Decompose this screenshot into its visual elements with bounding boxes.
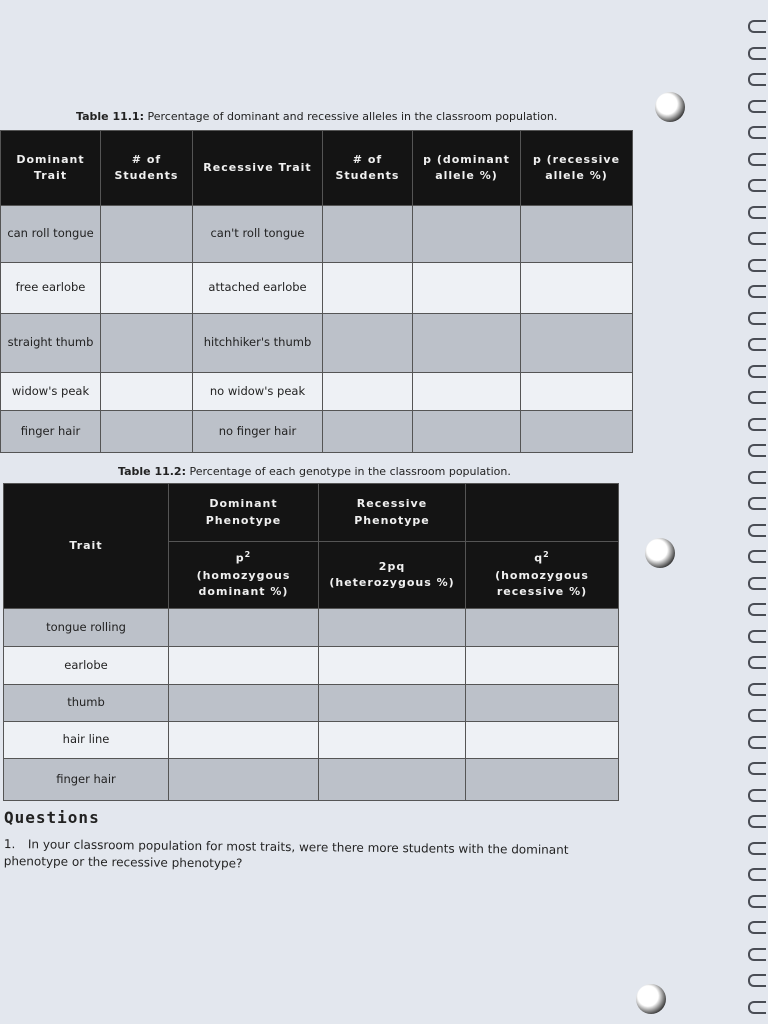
table-row bbox=[1, 373, 633, 411]
dominant-trait: can roll tongue bbox=[1, 206, 101, 263]
trait: hair line bbox=[4, 722, 169, 759]
spiral-coil-icon bbox=[748, 391, 766, 404]
spiral-coil-icon bbox=[748, 365, 766, 378]
input-cell[interactable] bbox=[101, 206, 193, 263]
input-cell[interactable] bbox=[169, 685, 319, 722]
input-cell[interactable] bbox=[413, 314, 521, 373]
input-cell[interactable] bbox=[466, 722, 619, 759]
input-cell[interactable] bbox=[169, 609, 319, 647]
input-cell[interactable] bbox=[101, 263, 193, 314]
recessive-trait: can't roll tongue bbox=[193, 206, 323, 263]
header-dominant-trait: Dominant Trait bbox=[1, 131, 101, 206]
spiral-coil-icon bbox=[748, 683, 766, 696]
spiral-binding-icon bbox=[738, 0, 768, 1024]
caption-text: Percentage of each genotype in the classroom population. bbox=[185, 465, 511, 478]
spiral-coil-icon bbox=[748, 736, 766, 749]
header-num-students: # of Students bbox=[101, 131, 193, 206]
input-cell[interactable] bbox=[413, 373, 521, 411]
allele-table bbox=[0, 130, 633, 453]
recessive-trait: no widow's peak bbox=[193, 373, 323, 411]
input-cell[interactable] bbox=[169, 647, 319, 685]
pq-desc: (heterozygous %) bbox=[329, 576, 455, 589]
table1-caption bbox=[76, 110, 557, 123]
spiral-coil-icon bbox=[748, 126, 766, 139]
dominant-trait: straight thumb bbox=[1, 314, 101, 373]
header-empty bbox=[466, 484, 619, 542]
input-cell[interactable] bbox=[466, 609, 619, 647]
trait: thumb bbox=[4, 685, 169, 722]
dominant-trait: finger hair bbox=[1, 411, 101, 453]
pq-label: 2pq bbox=[378, 559, 406, 573]
superscript: 2 bbox=[244, 550, 252, 560]
header-p-recessive: p (recessive allele %) bbox=[521, 131, 633, 206]
table-row bbox=[1, 411, 633, 453]
spiral-coil-icon bbox=[748, 232, 766, 245]
input-cell[interactable] bbox=[319, 685, 466, 722]
table-row bbox=[4, 759, 619, 801]
header-p-dominant: p (dominant allele %) bbox=[413, 131, 521, 206]
input-cell[interactable] bbox=[319, 609, 466, 647]
table2-caption bbox=[118, 465, 511, 478]
spiral-coil-icon bbox=[748, 206, 766, 219]
recessive-trait: attached earlobe bbox=[193, 263, 323, 314]
spiral-coil-icon bbox=[748, 789, 766, 802]
header-recessive-phenotype: Recessive Phenotype bbox=[319, 484, 466, 542]
input-cell[interactable] bbox=[521, 263, 633, 314]
header-q-squared bbox=[466, 542, 619, 609]
punch-hole-icon bbox=[636, 984, 666, 1014]
p-label: p bbox=[235, 552, 245, 566]
input-cell[interactable] bbox=[521, 373, 633, 411]
spiral-coil-icon bbox=[748, 418, 766, 431]
table-row bbox=[4, 609, 619, 647]
input-cell[interactable] bbox=[413, 206, 521, 263]
spiral-coil-icon bbox=[748, 1001, 766, 1014]
input-cell[interactable] bbox=[521, 206, 633, 263]
spiral-coil-icon bbox=[748, 471, 766, 484]
q2-desc: (homozygous recessive %) bbox=[495, 568, 589, 599]
caption-label: Table 11.1: bbox=[76, 110, 144, 123]
spiral-coil-icon bbox=[748, 630, 766, 643]
spiral-coil-icon bbox=[748, 100, 766, 113]
spiral-coil-icon bbox=[748, 842, 766, 855]
punch-hole-icon bbox=[645, 538, 675, 568]
input-cell[interactable] bbox=[413, 263, 521, 314]
genotype-table bbox=[3, 483, 619, 801]
header-trait: Trait bbox=[4, 484, 169, 609]
spiral-coil-icon bbox=[748, 444, 766, 457]
spiral-coil-icon bbox=[748, 868, 766, 881]
p2-desc: (homozygous dominant %) bbox=[196, 568, 291, 599]
input-cell[interactable] bbox=[101, 373, 193, 411]
input-cell[interactable] bbox=[323, 411, 413, 453]
spiral-coil-icon bbox=[748, 762, 766, 775]
input-cell[interactable] bbox=[521, 314, 633, 373]
table-row bbox=[4, 647, 619, 685]
spiral-coil-icon bbox=[748, 974, 766, 987]
spiral-coil-icon bbox=[748, 153, 766, 166]
spiral-coil-icon bbox=[748, 338, 766, 351]
input-cell[interactable] bbox=[169, 722, 319, 759]
spiral-coil-icon bbox=[748, 285, 766, 298]
header-p-squared bbox=[169, 542, 319, 609]
spiral-coil-icon bbox=[748, 815, 766, 828]
input-cell[interactable] bbox=[169, 759, 319, 801]
punch-hole-icon bbox=[655, 92, 685, 122]
input-cell[interactable] bbox=[319, 759, 466, 801]
input-cell[interactable] bbox=[101, 411, 193, 453]
input-cell[interactable] bbox=[323, 263, 413, 314]
header-num-students: # of Students bbox=[323, 131, 413, 206]
spiral-coil-icon bbox=[748, 603, 766, 616]
trait: finger hair bbox=[4, 759, 169, 801]
spiral-coil-icon bbox=[748, 179, 766, 192]
spiral-coil-icon bbox=[748, 895, 766, 908]
question-number: 1. bbox=[3, 836, 16, 852]
input-cell[interactable] bbox=[466, 759, 619, 801]
spiral-coil-icon bbox=[748, 709, 766, 722]
spiral-coil-icon bbox=[748, 550, 766, 563]
spiral-coil-icon bbox=[748, 656, 766, 669]
input-cell[interactable] bbox=[101, 314, 193, 373]
input-cell[interactable] bbox=[521, 411, 633, 453]
input-cell[interactable] bbox=[319, 647, 466, 685]
recessive-trait: hitchhiker's thumb bbox=[193, 314, 323, 373]
table-row bbox=[1, 263, 633, 314]
table-row bbox=[1, 206, 633, 263]
spiral-coil-icon bbox=[748, 921, 766, 934]
input-cell[interactable] bbox=[413, 411, 521, 453]
input-cell[interactable] bbox=[319, 722, 466, 759]
spiral-coil-icon bbox=[748, 524, 766, 537]
dominant-trait: free earlobe bbox=[1, 263, 101, 314]
trait: tongue rolling bbox=[4, 609, 169, 647]
recessive-trait: no finger hair bbox=[193, 411, 323, 453]
spiral-coil-icon bbox=[748, 948, 766, 961]
caption-text: Percentage of dominant and recessive alleles in the classroom population. bbox=[143, 110, 558, 123]
spiral-coil-icon bbox=[748, 47, 766, 60]
header-2pq bbox=[319, 542, 466, 609]
header-recessive-trait: Recessive Trait bbox=[193, 131, 323, 206]
input-cell[interactable] bbox=[323, 314, 413, 373]
header-dominant-phenotype: Dominant Phenotype bbox=[169, 484, 319, 542]
spiral-coil-icon bbox=[748, 577, 766, 590]
caption-label: Table 11.2: bbox=[118, 465, 186, 478]
table-row bbox=[4, 685, 619, 722]
q-label: q bbox=[534, 552, 544, 566]
spiral-coil-icon bbox=[748, 312, 766, 325]
spiral-coil-icon bbox=[748, 259, 766, 272]
trait: earlobe bbox=[4, 647, 169, 685]
input-cell[interactable] bbox=[466, 685, 619, 722]
superscript: 2 bbox=[543, 550, 550, 560]
table-row bbox=[4, 722, 619, 759]
question-item bbox=[4, 836, 604, 876]
questions-heading: Questions bbox=[4, 808, 100, 827]
question-text: In your classroom population for most traits, were there more students with the dominant phenotype or the recessive phenotype? bbox=[3, 837, 569, 871]
input-cell[interactable] bbox=[466, 647, 619, 685]
spiral-coil-icon bbox=[748, 20, 766, 33]
input-cell[interactable] bbox=[323, 206, 413, 263]
dominant-trait: widow's peak bbox=[1, 373, 101, 411]
table-row bbox=[1, 314, 633, 373]
spiral-coil-icon bbox=[748, 497, 766, 510]
input-cell[interactable] bbox=[323, 373, 413, 411]
spiral-coil-icon bbox=[748, 73, 766, 86]
